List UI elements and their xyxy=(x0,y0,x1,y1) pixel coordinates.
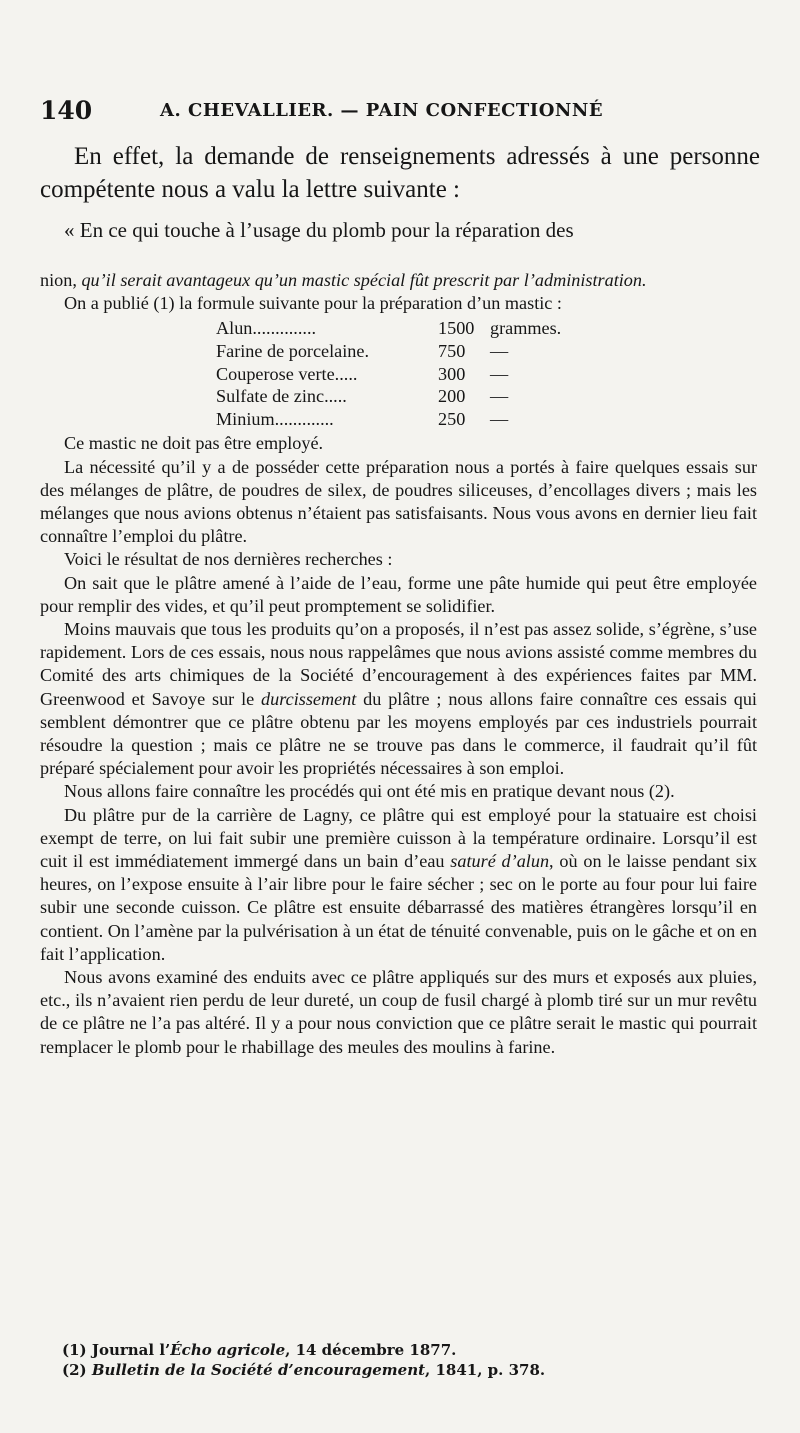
ingredient-qty: 750 xyxy=(438,341,466,361)
footnote xyxy=(62,1340,762,1360)
ingredient-unit: — xyxy=(490,408,509,429)
footnote-title: Bulletin de la Société d’encouragement xyxy=(91,1361,426,1379)
paragraph: Nous avons examiné des enduits avec ce plâtre appliqués sur des murs et exposés aux pluies, etc., ils n’avaient rien perdu de leur dureté, un coup de fusil chargé à plomb tiré sur un mur revêtu de ce plâtre ne l’a pas altéré. Il y a pour nous conviction que ce plâtre serait le mastic qui pourrait remplacer le plomb pour le rhabillage des meules des moulins à farine. xyxy=(40,967,757,1057)
ingredient-unit: — xyxy=(490,363,509,384)
paragraph-part: du plâtre ; nous allons faire connaître ces essais qui semblent démontrer que ce plâtre obtenu par les moyens employés par ces industriels pourrait résoudre la question ; mais ce plâtre ne se trouve pas dans le commerce, il faudrait qu’il fût préparé spécialement pour avoir les propriétés nécessaires à son emploi. xyxy=(40,688,757,779)
paragraph: Nous allons faire connaître les procédés qui ont été mis en pratique devant nous (2). xyxy=(64,781,675,802)
footnote-title: Écho agricole xyxy=(170,1341,286,1359)
recipe-row xyxy=(216,317,757,340)
paragraph: La nécessité qu’il y a de posséder cette préparation nous a portés à faire quelques essais sur des mélanges de plâtre, de poudres de silex, de poudres siliceuses, d’encollages divers ; mais les mélanges que nous avions obtenus n’étaient pas satisfaisants. Nous vous avons en dernier lieu fait connaître l’emploi du plâtre. xyxy=(40,456,757,547)
footnote-text: Journal l’ xyxy=(91,1341,171,1359)
formula-intro: On a publié (1) la formule suivante pour la préparation d’un mastic : xyxy=(64,293,562,314)
recipe-row xyxy=(216,340,757,363)
ingredient-unit: — xyxy=(490,386,509,407)
footnote-mark: (2) xyxy=(62,1361,92,1379)
paragraph: On sait que le plâtre amené à l’aide de l’eau, forme une pâte humide qui peut être employée pour remplir des vides, et qu’il peut promptement se solidifier. xyxy=(40,572,757,616)
footnote-mark: (1) xyxy=(62,1341,92,1359)
recipe-row xyxy=(216,408,757,431)
body-text xyxy=(40,216,757,1059)
recipe-row xyxy=(216,363,757,386)
emphasis: saturé d’alun xyxy=(450,851,550,872)
paragraph: Voici le résultat de nos dernières recherches : xyxy=(64,549,393,570)
quote-opening: « En ce qui touche à l’usage du plomb pour la réparation des xyxy=(64,218,574,242)
recipe-row xyxy=(216,385,757,408)
ingredient-unit: grammes. xyxy=(490,318,562,339)
ingredient-qty: 200 xyxy=(438,386,466,407)
ingredient-name: Farine de porcelaine. xyxy=(216,341,370,361)
paragraph-part: Du plâtre pur de la carrière de Lagny, ce plâtre qui est employé pour la statuaire est choisi exempt de terre, on lui fait subir une première cuisson à la température ordinaire. Lorsqu’il est cuit il est immédiatement immergé dans un bain d’eau xyxy=(40,804,757,872)
ingredient-name: Alun.............. xyxy=(216,318,317,339)
lead-paragraph xyxy=(40,140,760,206)
paragraph: Ce mastic ne doit pas être employé. xyxy=(64,433,324,454)
footnote-text: , 1841, p. 378. xyxy=(425,1361,546,1379)
page-number: 140 xyxy=(40,96,93,125)
footnotes xyxy=(62,1340,762,1380)
ingredient-qty: 250 xyxy=(438,408,466,429)
page-header xyxy=(40,96,760,128)
emphasis: durcissement xyxy=(261,688,357,709)
ingredient-unit: — xyxy=(490,341,509,361)
running-head: A. CHEVALLIER. — PAIN CONFECTIONNÉ xyxy=(160,100,604,121)
ingredient-name: Minium............. xyxy=(216,408,334,429)
paragraph-part: Moins mauvais que tous les produits qu’on a proposés, il n’est pas assez solide, s’égrène, s’use rapidement. Lors de ces essais, nous nous rappelâmes que nous avions assisté comme membres du Comité des arts chimiques de la Société d’encouragement à des expériences faites par MM. Greenwood et Savoye sur le xyxy=(40,619,757,709)
quote-end-italic: qu’il serait avantageux qu’un mastic spécial fût prescrit par l’administration. xyxy=(81,270,647,290)
footnote-text: , 14 décembre 1877. xyxy=(285,1341,457,1359)
recipe-table xyxy=(216,317,757,430)
paragraph xyxy=(40,804,757,966)
quote-end xyxy=(40,269,757,292)
lead-text: En effet, la demande de renseignements adressés à une personne compétente nous a valu la lettre suivante : xyxy=(40,143,760,203)
ingredient-name: Sulfate de zinc..... xyxy=(216,386,347,407)
ingredient-name: Couperose verte..... xyxy=(216,363,358,384)
footnote xyxy=(62,1360,762,1380)
paragraph-part: , où on le laisse pendant six heures, on l’expose ensuite à l’air libre pour le faire sécher ; sec on le porte au four pour lui faire subir une seconde cuisson. Ce plâtre est ensuite débarrassé des matières étrangères lorsqu’il en contient. On l’amène par la pulvérisation à un état de ténuité convenable, puis on le gâche et on en fait l’application. xyxy=(40,851,757,964)
quote-end-plain: nion, xyxy=(40,270,82,290)
ingredient-qty: 300 xyxy=(438,363,466,384)
paragraph xyxy=(40,618,757,780)
ingredient-qty: 1500 xyxy=(438,318,475,339)
